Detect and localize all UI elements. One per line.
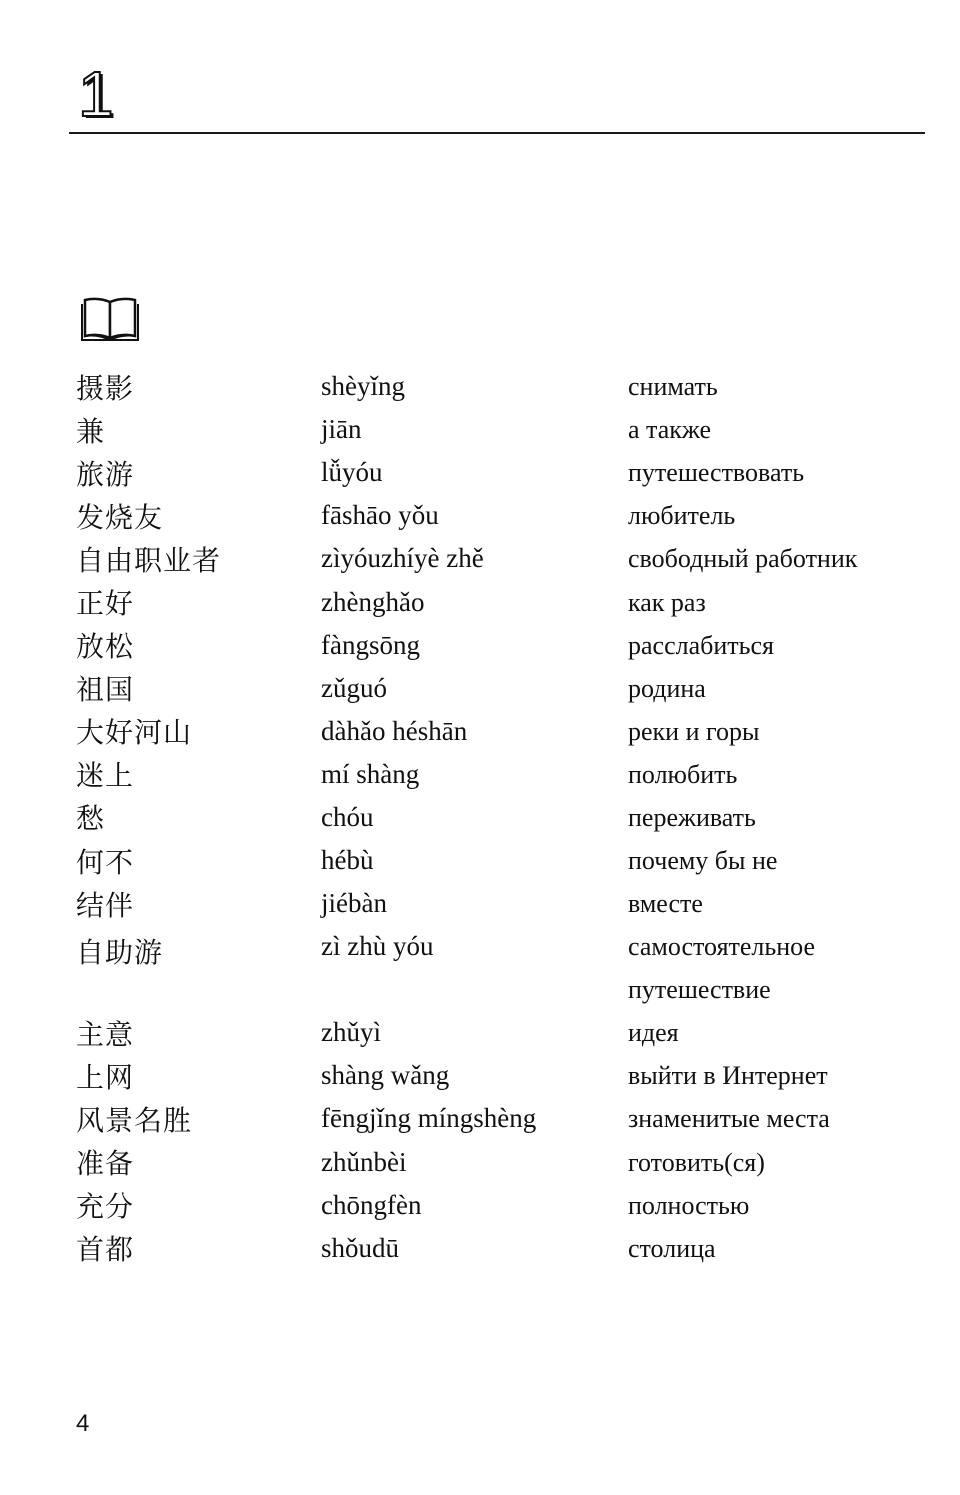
pinyin: lǚyóu [321, 457, 383, 488]
hanzi: 愁 [76, 802, 106, 836]
pinyin: jiān [321, 414, 362, 445]
hanzi: 祖国 [76, 673, 135, 707]
vocab-row [76, 1011, 936, 1054]
translation: любитель [628, 501, 736, 531]
pinyin: shèyǐng [321, 371, 405, 402]
pinyin: dàhǎo héshān [321, 715, 468, 746]
translation: полюбить [628, 759, 738, 789]
hanzi: 大好河山 [76, 716, 193, 750]
vocab-row [76, 1227, 936, 1270]
translation: готовить(ся) [628, 1147, 765, 1177]
hanzi: 充分 [76, 1190, 135, 1224]
hanzi: 兼 [76, 414, 106, 448]
pinyin: zǔguó [321, 672, 387, 703]
vocab-row [76, 710, 936, 753]
vocabulary-list [76, 365, 936, 1270]
open-book-icon [78, 296, 142, 344]
vocab-row [76, 796, 936, 839]
translation: а также [628, 415, 712, 445]
vocab-row [76, 365, 936, 408]
vocab-row [76, 882, 936, 925]
pinyin: zìyóuzhíyè zhě [321, 543, 484, 574]
translation: расслабиться [628, 630, 774, 660]
translation: путешествовать [628, 458, 805, 488]
pinyin: fēngjǐng míngshèng [321, 1103, 537, 1134]
pinyin: fāshāo yǒu [321, 500, 439, 531]
hanzi: 迷上 [76, 759, 135, 793]
translation: полностью [628, 1190, 750, 1220]
hanzi: 自助游 [76, 936, 164, 970]
translation: идея [628, 1018, 679, 1048]
vocab-row [76, 925, 936, 1011]
pinyin: zhènghǎo [321, 586, 425, 617]
vocab-row [76, 451, 936, 494]
translation: родина [628, 673, 706, 703]
vocab-row [76, 1184, 936, 1227]
vocab-row [76, 408, 936, 451]
translation: переживать [628, 802, 756, 832]
translation: столица [628, 1233, 716, 1263]
translation: свободный работник [628, 544, 858, 574]
translation: знаменитые места [628, 1104, 830, 1134]
hanzi: 首都 [76, 1233, 135, 1267]
hanzi: 风景名胜 [76, 1103, 193, 1137]
vocab-row [76, 494, 936, 537]
vocab-row [76, 1097, 936, 1140]
translation: выйти в Интернет [628, 1061, 828, 1091]
pinyin: chóu [321, 801, 374, 832]
translation: почему бы не [628, 846, 778, 876]
hanzi: 自由职业者 [76, 543, 222, 577]
page-number: 4 [76, 1410, 90, 1437]
pinyin: hébù [321, 845, 374, 876]
pinyin: shǒudū [321, 1232, 400, 1263]
hanzi: 结伴 [76, 888, 135, 922]
pinyin: fàngsōng [321, 629, 420, 660]
lesson-number: 1 [78, 58, 114, 130]
hanzi: 发烧友 [76, 500, 164, 534]
hanzi: 放松 [76, 630, 135, 664]
vocab-row [76, 1054, 936, 1097]
pinyin: zì zhù yóu [321, 931, 434, 962]
vocab-row [76, 667, 936, 710]
translation: самостоятельное путешествие [628, 932, 816, 1005]
hanzi: 摄影 [76, 371, 135, 405]
hanzi: 正好 [76, 587, 135, 621]
vocab-row [76, 1141, 936, 1184]
pinyin: jiébàn [321, 888, 387, 919]
translation: снимать [628, 372, 718, 402]
vocab-row [76, 753, 936, 796]
hanzi: 旅游 [76, 457, 135, 491]
hanzi: 何不 [76, 845, 135, 879]
translation: как раз [628, 587, 706, 617]
translation: вместе [628, 889, 703, 919]
hanzi: 准备 [76, 1147, 135, 1181]
pinyin: chōngfèn [321, 1189, 422, 1220]
translation: реки и горы [628, 716, 760, 746]
vocab-row [76, 580, 936, 623]
header-divider [69, 132, 925, 134]
hanzi: 上网 [76, 1060, 135, 1094]
pinyin: shàng wǎng [321, 1060, 450, 1091]
vocab-row [76, 839, 936, 882]
pinyin: zhǔnbèi [321, 1146, 407, 1177]
pinyin: zhǔyì [321, 1017, 381, 1048]
vocab-row [76, 624, 936, 667]
hanzi: 主意 [76, 1017, 135, 1051]
pinyin: mí shàng [321, 758, 420, 789]
vocab-row [76, 537, 936, 580]
